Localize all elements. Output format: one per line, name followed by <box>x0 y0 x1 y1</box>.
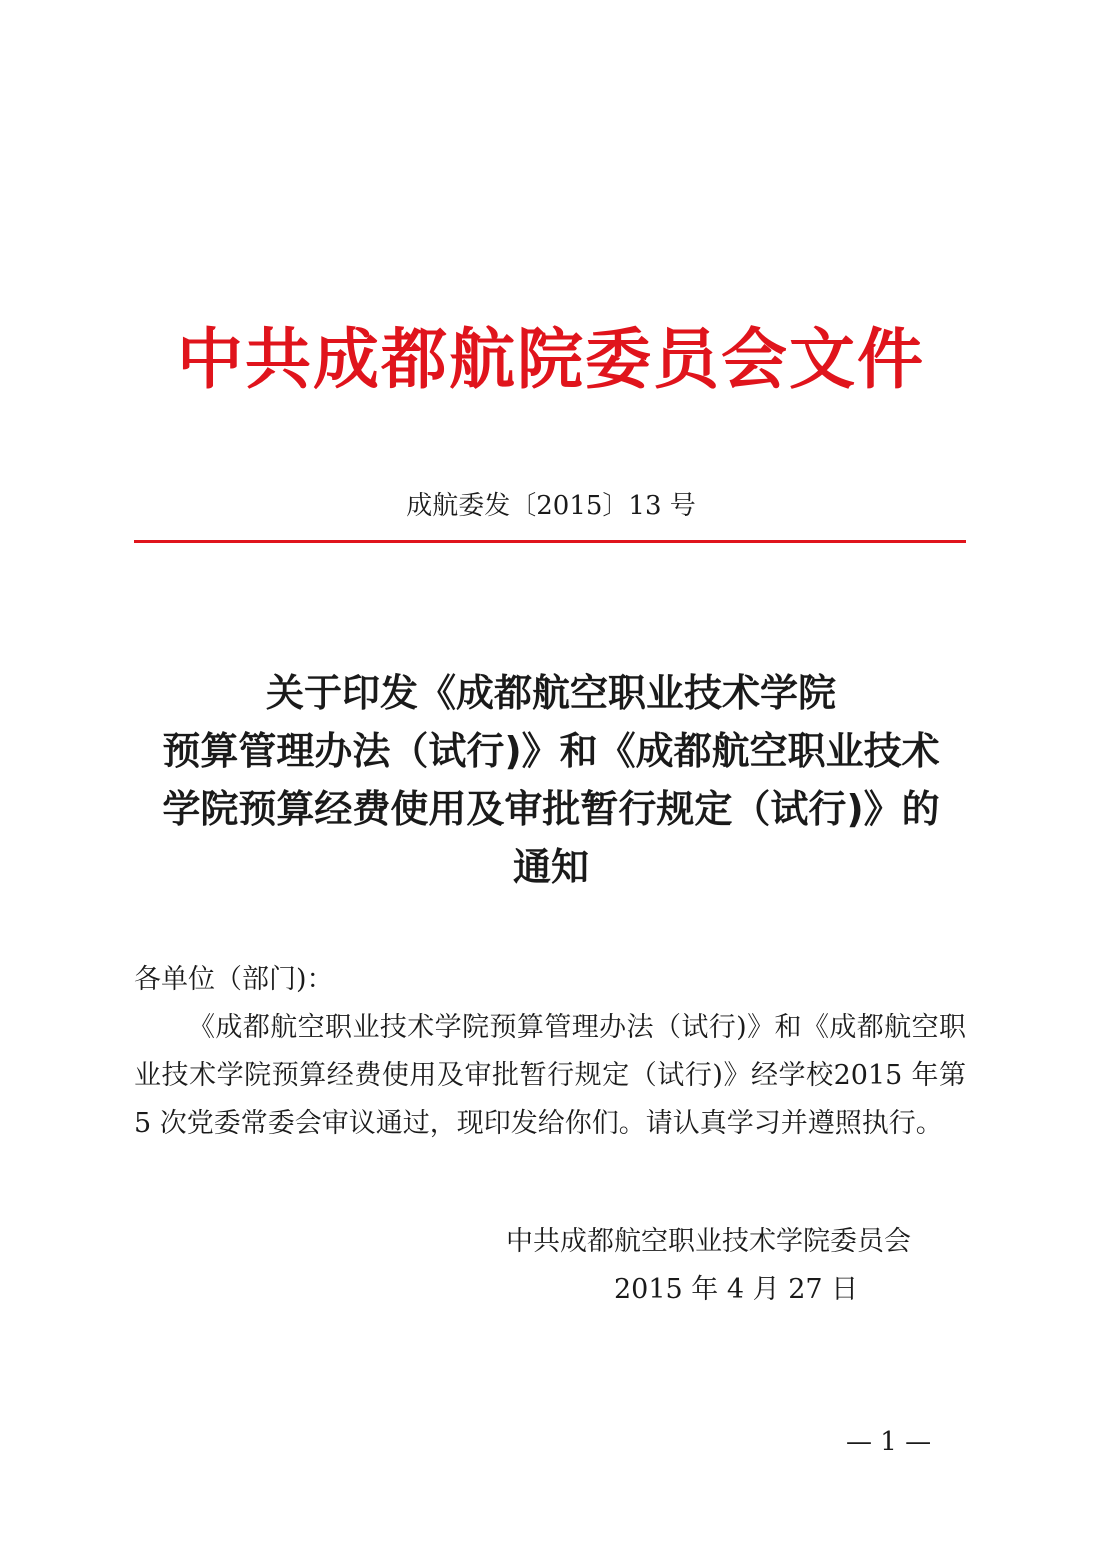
salutation: 各单位（部门)： <box>134 964 334 995</box>
page-number: — 1 — <box>846 1427 932 1457</box>
body-paragraph: 《成都航空职业技术学院预算管理办法（试行)》和《成都航空职业技术学院预算经费使用及审批暂行规定（试行)》经学校2015 年第 5 次党委常委会审议通过，现印发给你们。请认真学习并遵照执行。 <box>134 1012 966 1139</box>
document-header-title: 中共成都航院委员会文件 <box>177 321 925 398</box>
notice-title <box>120 664 982 896</box>
header-red-rule <box>134 540 966 543</box>
issuer-signature: 中共成都航空职业技术学院委员会 <box>506 1226 911 1257</box>
notice-title-line: 关于印发《成都航空职业技术学院 <box>265 671 836 715</box>
document-number: 成航委发〔2015〕13 号 <box>406 491 696 521</box>
notice-title-line: 预算管理办法（试行)》和《成都航空职业技术 <box>162 729 940 773</box>
notice-title-line: 通知 <box>512 845 589 889</box>
notice-title-line: 学院预算经费使用及审批暂行规定（试行)》的 <box>162 787 940 831</box>
issue-date: 2015 年 4 月 27 日 <box>614 1274 859 1305</box>
